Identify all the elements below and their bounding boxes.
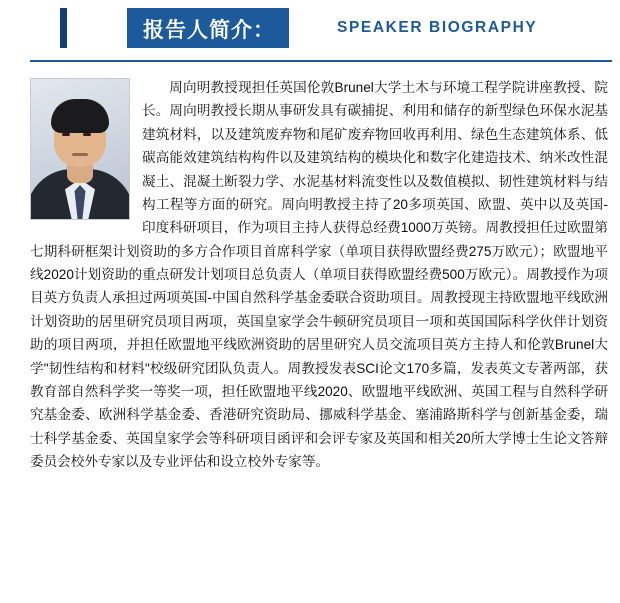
- header-divider: [30, 60, 612, 62]
- portrait-eye-left: [62, 133, 70, 136]
- biography-content: [30, 76, 608, 473]
- subtitle-container: [289, 8, 620, 48]
- portrait-eye-right: [83, 133, 91, 136]
- header-band: [0, 8, 620, 52]
- page-title-cn: 报告人简介：: [127, 8, 289, 48]
- speaker-biography-page: [0, 8, 620, 603]
- speaker-portrait: [30, 78, 130, 220]
- biography-paragraph: 周向明教授现担任英国伦敦Brunel大学土木与环境工程学院讲座教授、院长。周向明教授长期从事研发具有碳捕捉、利用和储存的新型绿色环保水泥基建筑材料，以及建筑废弃物和尾矿废弃物回收再利用、绿色生态建筑体系、低碳高能效建筑结构构件以及建筑结构的模块化和数字化建造技术、纳米改性混凝土、混凝土断裂力学、水泥基材料流变性以及数值模拟、韧性建筑材料与结构工程等方面的研究。周向明教授主持了20多项英国、欧盟、英中以及英国-印度科研项目，作为项目主持人获得总经费1000万英镑。周教授担任过欧盟第七期科研框架计划资助的多方合作项目首席科学家（单项目获得欧盟经费275万欧元）；欧盟地平线2020计划资助的重点研发计划项目总负责人（单项目获得欧盟经费500万欧元）。周教授作为项目英方负责人承担过两项英国-中国自然科学基金委联合资助项目。周教授现主持欧盟地平线欧洲计划资助的居里研究员项目两项，英国皇家学会牛顿研究员项目一项和英国国际科学伙伴计划资助的项目两项，并担任欧盟地平线欧洲资助的居里研究人员交流项目英方主持人和伦敦Brunel大学"韧性结构和材料"校级研究团队负责人。周教授发表SCI论文170多篇，发表英文专著两部，获教育部自然科学奖一等奖一项，担任欧盟地平线2020、欧盟地平线欧洲、英国工程与自然科学研究基金委、欧洲科学基金委、香港研究资助局、挪威科学基金、塞浦路斯科学与创新基金委，瑞士科学基金委、英国皇家学会等科研项目函评和会评专家及英国和相关20所大学博士生论文答辩委员会校外专家以及专业评估和设立校外专家等。: [30, 80, 608, 469]
- portrait-mouth: [72, 153, 88, 156]
- page-header: [0, 8, 620, 62]
- page-title-en: SPEAKER BIOGRAPHY: [337, 19, 538, 36]
- title-accent-bar: [60, 8, 67, 48]
- portrait-hair: [51, 99, 109, 133]
